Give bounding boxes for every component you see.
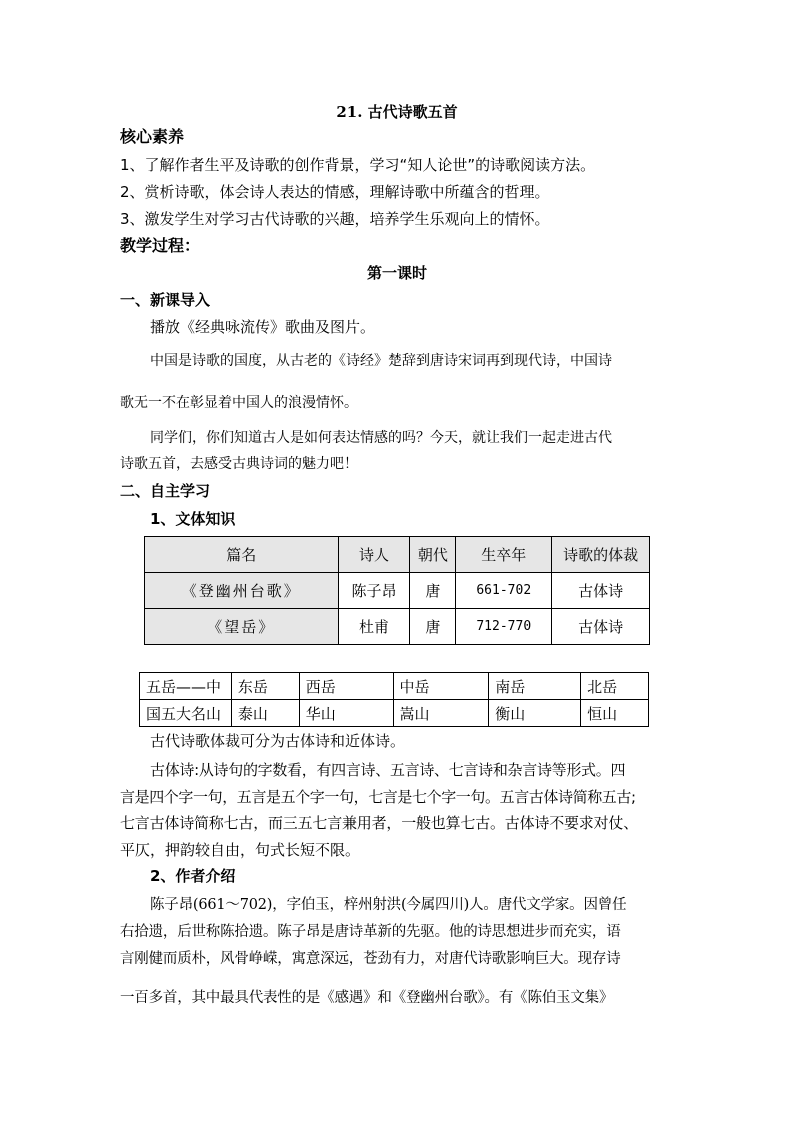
mountains-table bbox=[139, 672, 649, 727]
author-line-4: 一百多首，其中最具代表性的是《感遇》和《登幽州台歌》。有《陈伯玉文集》 bbox=[120, 990, 614, 1006]
table-row bbox=[145, 609, 650, 645]
ancient-poetry-line-3: 七言古体诗简称七古，而三五七言兼用者，一般也算七古。古体诗不要求对仗、 bbox=[120, 814, 639, 832]
author-line-2: 右拾遗，后世称陈拾遗。陈子昂是唐诗革新的先驱。他的诗思想进步而充实，语 bbox=[120, 924, 621, 940]
section1-paragraph-2-line-2: 歌无一不在彰显着中国人的浪漫情怀。 bbox=[120, 395, 358, 411]
page-title: 21. 古代诗歌五首 bbox=[336, 103, 458, 121]
mountains-label-line-2: 国五大名山 bbox=[140, 700, 232, 727]
dynasty: 唐 bbox=[410, 573, 456, 609]
mountain-tai: 泰山 bbox=[231, 700, 299, 727]
poem-title: 《登幽州台歌》 bbox=[145, 573, 339, 609]
genre: 古体诗 bbox=[552, 573, 650, 609]
genre-table-header-row bbox=[145, 537, 650, 573]
header-genre: 诗歌的体裁 bbox=[552, 537, 650, 573]
dynasty: 唐 bbox=[410, 609, 456, 645]
poem-title: 《望岳》 bbox=[145, 609, 339, 645]
poet: 杜甫 bbox=[338, 609, 410, 645]
table-row bbox=[140, 700, 649, 727]
core-heading: 核心素养 bbox=[120, 127, 185, 146]
core-item-1: 1、了解作者生平及诗歌的创作背景，学习“知人论世”的诗歌阅读方法。 bbox=[120, 156, 596, 174]
header-years: 生卒年 bbox=[456, 537, 552, 573]
header-title: 篇名 bbox=[145, 537, 339, 573]
mountain-heng-north: 恒山 bbox=[581, 700, 649, 727]
direction-east: 东岳 bbox=[231, 673, 299, 700]
ancient-poetry-line-4: 平仄，押韵较自由，句式长短不限。 bbox=[120, 841, 361, 859]
section2-heading: 二、自主学习 bbox=[120, 482, 211, 500]
mountain-heng-south: 衡山 bbox=[489, 700, 581, 727]
sub-heading-author: 2、作者介绍 bbox=[150, 867, 236, 885]
poet: 陈子昂 bbox=[338, 573, 410, 609]
process-heading: 教学过程： bbox=[120, 236, 201, 255]
mountain-song: 嵩山 bbox=[393, 700, 489, 727]
ancient-poetry-line-1: 古体诗:从诗句的字数看，有四言诗、五言诗、七言诗和杂言诗等形式。四 bbox=[150, 761, 626, 779]
years: 712-770 bbox=[456, 609, 552, 645]
section1-paragraph-3-line-2: 诗歌五首，去感受古典诗词的魅力吧！ bbox=[120, 456, 358, 472]
direction-north: 北岳 bbox=[581, 673, 649, 700]
author-line-1: 陈子昂(661～702)，字伯玉，梓州射洪(今属四川)人。唐代文学家。因曾任 bbox=[150, 897, 627, 913]
direction-south: 南岳 bbox=[489, 673, 581, 700]
core-item-3: 3、激发学生对学习古代诗歌的兴趣，培养学生乐观向上的情怀。 bbox=[120, 210, 550, 228]
direction-west: 西岳 bbox=[299, 673, 393, 700]
table-row bbox=[140, 673, 649, 700]
years: 661-702 bbox=[456, 573, 552, 609]
genre-paragraph: 古代诗歌体裁可分为古体诗和近体诗。 bbox=[150, 732, 406, 750]
header-poet: 诗人 bbox=[338, 537, 410, 573]
ancient-poetry-line-2: 言是四个字一句，五言是五个字一句，七言是七个字一句。五言古体诗简称五古; bbox=[120, 788, 636, 806]
genre: 古体诗 bbox=[552, 609, 650, 645]
mountain-hua: 华山 bbox=[299, 700, 393, 727]
section1-paragraph-2-line-1: 中国是诗歌的国度，从古老的《诗经》楚辞到唐诗宋词再到现代诗，中国诗 bbox=[150, 353, 612, 369]
header-dynasty: 朝代 bbox=[410, 537, 456, 573]
table-row bbox=[145, 573, 650, 609]
mountains-label-line-1: 五岳——中 bbox=[140, 673, 232, 700]
sub-heading-genre: 1、文体知识 bbox=[150, 510, 236, 528]
author-line-3: 言刚健而质朴，风骨峥嵘，寓意深远，苍劲有力，对唐代诗歌影响巨大。现存诗 bbox=[120, 951, 621, 967]
section1-heading: 一、新课导入 bbox=[120, 291, 211, 309]
section1-paragraph-3-line-1: 同学们，你们知道古人是如何表达情感的吗？今天，就让我们一起走进古代 bbox=[150, 430, 612, 446]
core-item-2: 2、赏析诗歌，体会诗人表达的情感，理解诗歌中所蕴含的哲理。 bbox=[120, 183, 550, 201]
genre-table bbox=[144, 536, 650, 645]
lesson-heading: 第一课时 bbox=[366, 264, 427, 282]
direction-center: 中岳 bbox=[393, 673, 489, 700]
section1-paragraph-1: 播放《经典咏流传》歌曲及图片。 bbox=[150, 318, 376, 336]
